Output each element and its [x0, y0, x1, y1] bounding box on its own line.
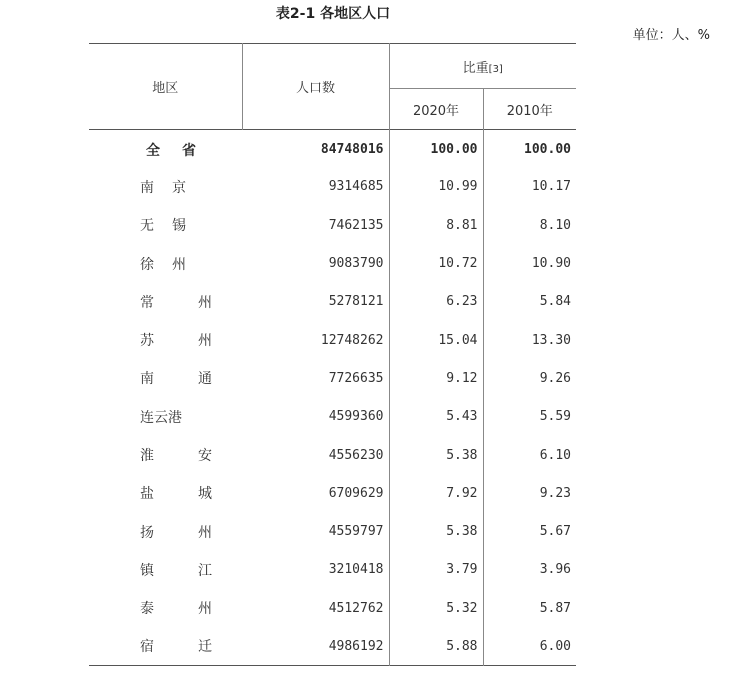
region-cell	[89, 551, 242, 589]
region-char: 省	[182, 142, 196, 159]
region-cell	[89, 321, 242, 359]
table-row	[89, 551, 576, 589]
share-2020-cell: 6.23	[389, 283, 483, 321]
region-cell	[89, 474, 242, 512]
share-2010-cell: 10.90	[531, 256, 571, 272]
region-name	[140, 330, 212, 350]
population-cell: 7462135	[242, 206, 389, 244]
region-cell	[89, 589, 242, 627]
header-share-note: [3]	[488, 63, 503, 75]
population-cell: 12748262	[242, 321, 389, 359]
region-cell	[89, 398, 242, 436]
table-header	[89, 44, 576, 130]
region-char: 州	[198, 524, 212, 541]
region-char: 江	[198, 562, 212, 579]
region-name	[140, 598, 212, 618]
share-2020-cell: 5.32	[389, 589, 483, 627]
region-char: 州	[172, 256, 186, 273]
region-char: 无	[140, 218, 154, 235]
region-char: 南	[140, 371, 154, 388]
share-2020-cell: 5.38	[389, 436, 483, 474]
population-cell: 84748016	[242, 130, 389, 168]
region-char: 镇	[140, 562, 154, 579]
region-name	[140, 177, 186, 197]
population-table	[89, 43, 576, 666]
table-row	[89, 168, 576, 206]
region-name	[140, 292, 212, 312]
table-row	[89, 283, 576, 321]
region-char: 城	[198, 486, 212, 503]
share-2020-cell: 3.79	[389, 551, 483, 589]
region-cell	[89, 206, 242, 244]
population-cell: 4986192	[242, 627, 389, 665]
share-2010-cell: 5.67	[539, 524, 571, 540]
region-char: 盐	[140, 486, 154, 503]
share-2010-cell: 9.23	[539, 485, 571, 501]
share-2020-cell: 100.00	[389, 130, 483, 168]
region-char: 宿	[140, 639, 154, 656]
share-2010-cell: 13.30	[531, 332, 571, 348]
table-row	[89, 206, 576, 244]
header-share-label: 比重	[462, 60, 489, 76]
population-cell: 9314685	[242, 168, 389, 206]
unit-label: 单位：人、%	[632, 28, 710, 43]
region-cell	[89, 130, 242, 168]
share-2020-cell: 15.04	[389, 321, 483, 359]
share-2010-cell: 6.10	[539, 447, 571, 463]
region-name	[140, 636, 212, 656]
population-cell: 3210418	[242, 551, 389, 589]
region-name	[140, 368, 212, 388]
population-cell: 4559797	[242, 512, 389, 550]
table-row	[89, 474, 576, 512]
region-char: 常	[140, 294, 154, 311]
share-2010-cell: 6.00	[539, 638, 571, 654]
region-cell	[89, 627, 242, 665]
table-row	[89, 512, 576, 550]
region-char: 徐	[140, 256, 154, 273]
region-char: 州	[198, 294, 212, 311]
region-char: 锡	[172, 218, 186, 235]
region-char: 扬	[140, 524, 154, 541]
region-name	[146, 140, 196, 160]
region-char: 州	[198, 601, 212, 618]
region-char: 通	[198, 371, 212, 388]
header-region: 地区	[89, 44, 242, 130]
region-cell	[89, 359, 242, 397]
region-name	[140, 483, 212, 503]
region-char: 苏	[140, 333, 154, 350]
share-2020-cell: 10.99	[389, 168, 483, 206]
region-char: 全	[146, 142, 160, 159]
share-2020-cell: 10.72	[389, 244, 483, 282]
table-body	[89, 130, 576, 666]
share-2010-cell: 5.84	[539, 294, 571, 310]
table-title: 表2-1 各地区人口	[275, 6, 391, 22]
region-cell	[89, 168, 242, 206]
share-2010-cell: 5.59	[539, 409, 571, 425]
region-char: 迁	[198, 639, 212, 656]
share-2010-cell: 3.96	[539, 562, 571, 578]
table-row	[89, 589, 576, 627]
region-cell	[89, 244, 242, 282]
header-year-2010: 2010年	[506, 103, 553, 119]
region-cell	[89, 283, 242, 321]
region-name	[140, 445, 212, 465]
population-cell: 5278121	[242, 283, 389, 321]
header-population: 人口数	[242, 44, 389, 130]
region-name	[140, 254, 186, 274]
region-char: 淮	[140, 448, 154, 465]
table-row	[89, 321, 576, 359]
share-2020-cell: 5.43	[389, 398, 483, 436]
region-char: 京	[172, 179, 186, 196]
region-name	[140, 407, 182, 427]
population-cell: 7726635	[242, 359, 389, 397]
table-row	[89, 244, 576, 282]
region-cell	[89, 512, 242, 550]
share-2020-cell: 5.38	[389, 512, 483, 550]
table-row-total	[89, 130, 576, 168]
share-2010-cell: 100.00	[524, 142, 571, 158]
region-cell	[89, 436, 242, 474]
share-2020-cell: 8.81	[389, 206, 483, 244]
region-char: 南	[140, 179, 154, 196]
header-share	[389, 44, 576, 89]
population-cell: 4556230	[242, 436, 389, 474]
region-name	[140, 522, 212, 542]
share-2010-cell: 5.87	[539, 600, 571, 616]
share-2010-cell: 9.26	[539, 370, 571, 386]
region-char: 安	[198, 448, 212, 465]
table-row	[89, 436, 576, 474]
share-2020-cell: 5.88	[389, 627, 483, 665]
share-2020-cell: 7.92	[389, 474, 483, 512]
share-2010-cell: 10.17	[531, 179, 571, 195]
region-char: 州	[198, 333, 212, 350]
table-row	[89, 398, 576, 436]
region-char: 泰	[140, 601, 154, 618]
table-row	[89, 627, 576, 665]
table-row	[89, 359, 576, 397]
population-cell: 4599360	[242, 398, 389, 436]
share-2020-cell: 9.12	[389, 359, 483, 397]
share-2010-cell: 8.10	[539, 217, 571, 233]
population-cell: 6709629	[242, 474, 389, 512]
region-name	[140, 215, 186, 235]
population-cell: 9083790	[242, 244, 389, 282]
region-name	[140, 560, 212, 580]
header-year-2020: 2020年	[389, 89, 483, 130]
region-char: 连云港	[140, 409, 182, 426]
population-cell: 4512762	[242, 589, 389, 627]
